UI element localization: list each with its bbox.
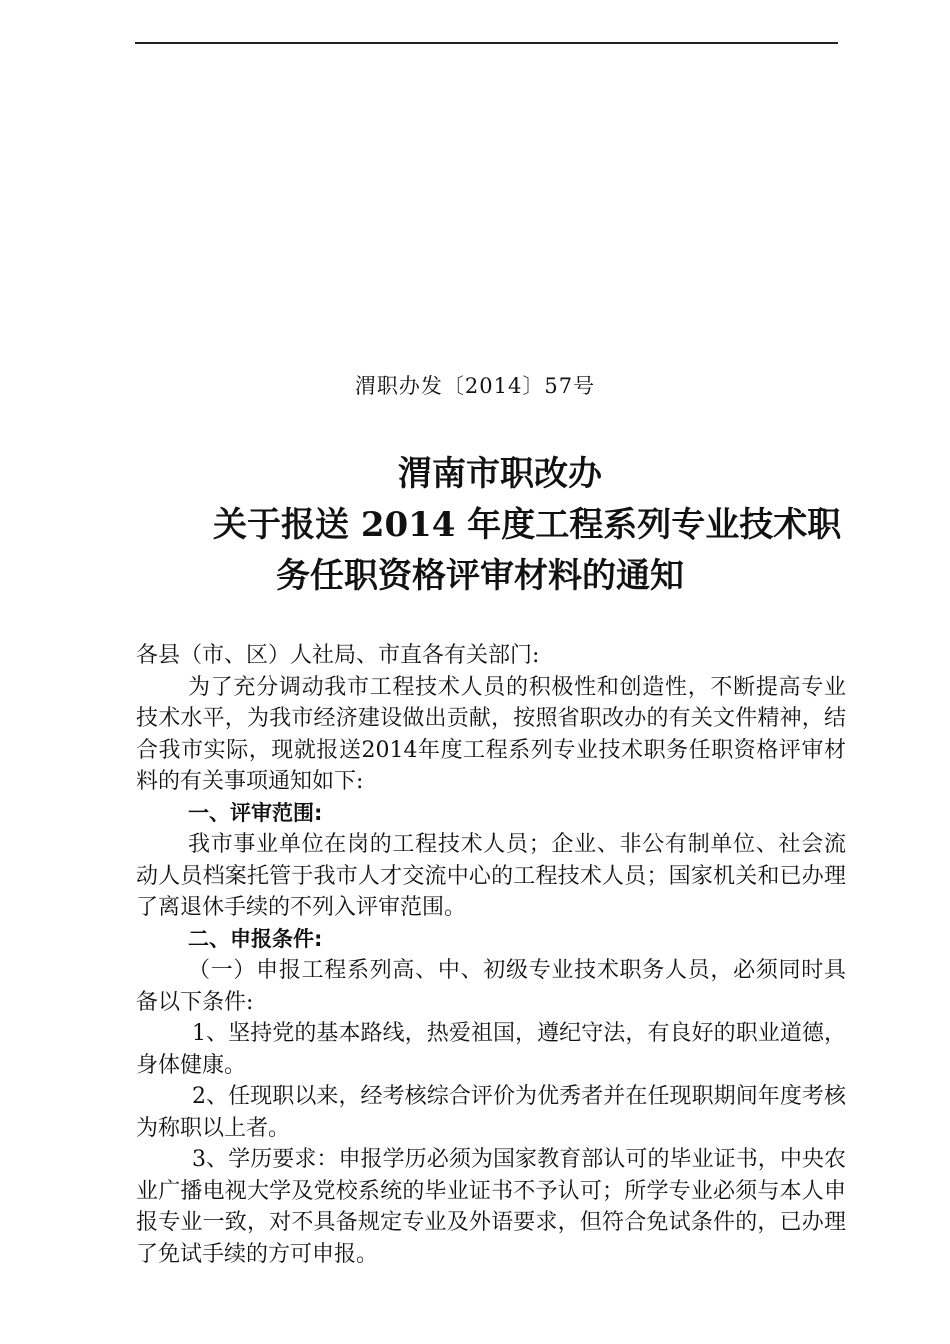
section-heading-scope: 一、评审范围: — [188, 800, 323, 825]
salutation: 各县（市、区）人社局、市直各有关部门: — [136, 643, 540, 668]
section-heading-conditions: 二、申报条件: — [188, 926, 323, 951]
title-line-3: 务任职资格评审材料的通知 — [276, 556, 684, 596]
conditions-subsection-1: （一）申报工程系列高、中、初级专业技术职务人员，必须同时具备以下条件: — [136, 958, 846, 1015]
title-line-1: 渭南市职改办 — [398, 454, 602, 494]
condition-item-2: 2、任现职以来，经考核综合评价为优秀者并在任现职期间年度考核为称职以上者。 — [136, 1084, 846, 1141]
intro-paragraph: 为了充分调动我市工程技术人员的积极性和创造性，不断提高专业技术水平，为我市经济建设做出贡献，按照省职改办的有关文件精神，结合我市实际，现就报送2014年度工程系列专业技术职务任职资格评审材料的有关事项通知如下: — [136, 674, 846, 794]
condition-item-3: 3、学历要求：申报学历必须为国家教育部认可的毕业证书，中央农业广播电视大学及党校系统的毕业证书不予认可；所学专业必须与本人申报专业一致，对不具备规定专业及外语要求，但符合免试条件的，已办理了免试手续的方可申报。 — [136, 1147, 846, 1267]
document-number: 渭职办发〔2014〕57号 — [354, 374, 596, 398]
document-body — [136, 640, 846, 1270]
header-rule — [135, 42, 838, 44]
scope-paragraph: 我市事业单位在岗的工程技术人员；企业、非公有制单位、社会流动人员档案托管于我市人才交流中心的工程技术人员；国家机关和已办理了离退休手续的不列入评审范围。 — [136, 832, 846, 920]
condition-item-1: 1、坚持党的基本路线，热爱祖国，遵纪守法，有良好的职业道德，身体健康。 — [136, 1021, 846, 1078]
title-line-2: 关于报送 2014 年度工程系列专业技术职 — [213, 505, 842, 545]
